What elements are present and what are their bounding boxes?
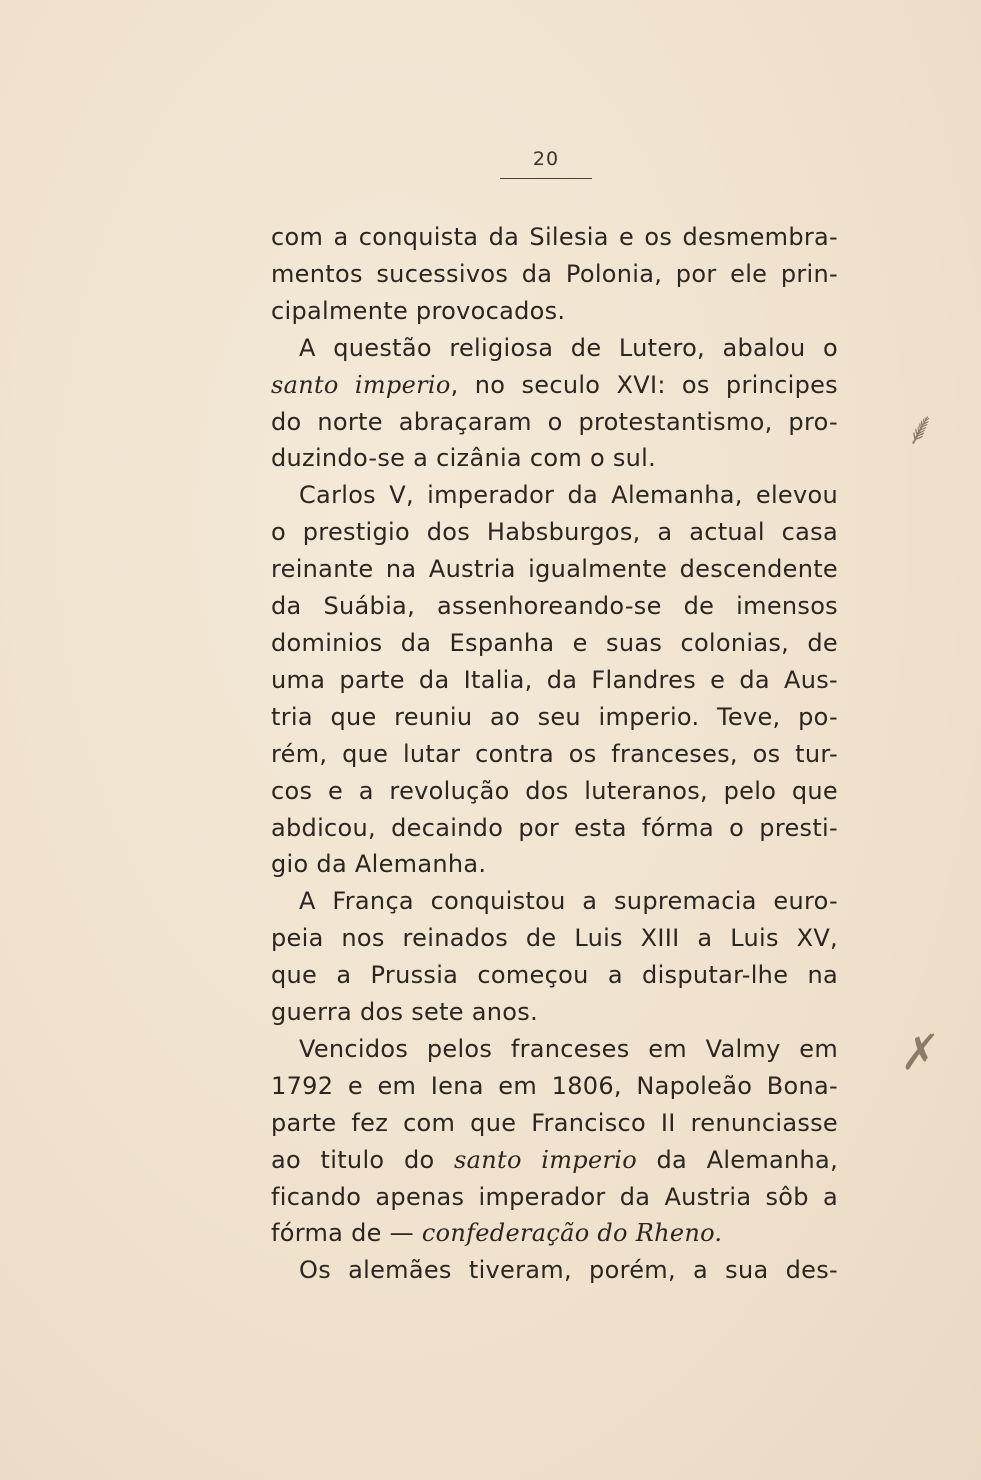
text-line: cipalmente provocados. bbox=[271, 296, 566, 325]
text-line: peia nos reinados de Luis XIII a Luis XV, bbox=[271, 924, 838, 953]
text-line: uma parte da Italia, da Flandres e da Aus- bbox=[271, 665, 838, 694]
text-line: dominios da Espanha e suas colonias, de bbox=[271, 628, 838, 657]
text-line: o prestigio dos Habsburgos, a actual casa bbox=[271, 518, 838, 547]
italic-phrase: santo imperio bbox=[454, 1145, 637, 1174]
text-line: duzindo-se a cizânia com o sul. bbox=[271, 444, 657, 473]
text-line: A questão religiosa de Lutero, abalou o bbox=[299, 333, 838, 362]
text-line: com a conquista da Silesia e os desmembra- bbox=[271, 223, 838, 251]
text-line: reinante na Austria igualmente descendente bbox=[271, 555, 838, 584]
text-line: parte fez com que Francisco II renunciasse bbox=[271, 1108, 838, 1137]
text-line: Vencidos pelos franceses em Valmy em bbox=[299, 1034, 838, 1063]
handwritten-margin-mark: ⸙ bbox=[898, 404, 937, 456]
text-line: que a Prussia começou a disputar-lhe na bbox=[271, 961, 838, 990]
text-line: da Suábia, assenhoreando-se de imensos bbox=[271, 592, 838, 621]
text-line bbox=[271, 1215, 838, 1252]
body-text bbox=[271, 219, 838, 1289]
text-line: cos e a revolução dos luteranos, pelo que bbox=[271, 776, 838, 805]
text-line bbox=[271, 367, 838, 404]
italic-phrase: confederação do Rheno. bbox=[421, 1219, 723, 1248]
text-line: rém, que lutar contra os franceses, os tur- bbox=[271, 739, 838, 768]
text-line: guerra dos sete anos. bbox=[271, 998, 539, 1027]
page-number: 20 bbox=[532, 148, 560, 170]
page-number-rule bbox=[500, 178, 592, 179]
italic-phrase: santo imperio bbox=[271, 370, 451, 399]
text-line: A França conquistou a supremacia euro- bbox=[299, 887, 838, 916]
handwritten-margin-mark: ✗ bbox=[894, 1025, 939, 1082]
text-line: 1792 e em Iena em 1806, Napoleão Bona- bbox=[271, 1071, 838, 1100]
text-line: ficando apenas imperador da Austria sôb a bbox=[271, 1182, 838, 1211]
text-line: tria que reuniu ao seu imperio. Teve, po- bbox=[271, 702, 838, 731]
text-segment: ao titulo do bbox=[271, 1145, 455, 1174]
text-segment: fórma de — bbox=[271, 1219, 422, 1248]
text-line: abdicou, decaindo por esta fórma o presti- bbox=[271, 813, 838, 842]
text-line: mentos sucessivos da Polonia, por ele prin- bbox=[271, 259, 838, 288]
text-line bbox=[271, 1142, 838, 1179]
text-line: Os alemães tiveram, porém, a sua des- bbox=[299, 1256, 838, 1285]
text-line: Carlos V, imperador da Alemanha, elevou bbox=[299, 481, 838, 510]
text-line: do norte abraçaram o protestantismo, pro- bbox=[271, 407, 838, 436]
text-line: gio da Alemanha. bbox=[271, 850, 487, 879]
text-segment: da Alemanha, bbox=[636, 1145, 838, 1174]
text-segment: , no seculo XVI: os principes bbox=[450, 370, 838, 399]
